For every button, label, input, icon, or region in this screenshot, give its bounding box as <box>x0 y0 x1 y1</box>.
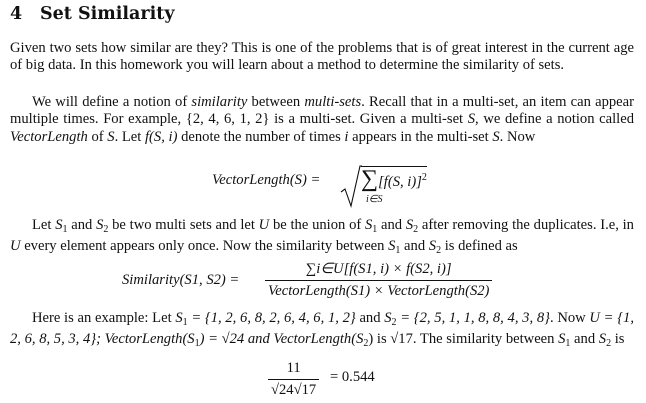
similarity-denominator: VectorLength(S1) × VectorLength(S2) <box>268 283 490 299</box>
sqrt-sign-icon <box>340 164 362 208</box>
term-similarity: similarity <box>191 94 248 110</box>
sum-index: i∈S <box>366 194 383 205</box>
intro-paragraph: Given two sets how similar are they? This is one of the problems that is of great interest in the current age of big data. In this homework you will learn about a method to determine the similarity of sets. <box>10 40 634 74</box>
result-numerator: 11 <box>286 360 301 376</box>
similarity-lhs: Similarity(S1, S2) = <box>122 272 240 288</box>
term-vectorlength: VectorLength <box>10 128 88 145</box>
vectorlength-equation <box>212 172 320 189</box>
section-heading <box>10 4 175 24</box>
example-paragraph: Here is an example: Let $S_1 = \{1$, 2, 6, 8, 2, 6, 4, 6, 1, 2} and $S_2 = \{2$, 5, 1, 1, 8, 8, 4, 3, 8}. Now U = {1, 2, 6, 8, 5, 3, 4}; $VectorLength(S_1) = √24$ and $VectorLength(S_2)$ is √17. The similarity between $S_1$ and $S_2$ is <box>10 310 634 350</box>
vectorlength-radicand: ∑[f(S, i)]$^2$ <box>361 166 427 192</box>
term-multisets: multi-sets <box>304 94 362 110</box>
union-paragraph: Let $S_1$ and $S_2$ be two multi sets and let U be the union of $S_1$ and $S_2$ after removing the duplicates. I.e, in U every element appears only once. Now the similarity between $S_1$ and $S_2$ is defined as <box>10 217 634 257</box>
vectorlength-lhs: VectorLength(S) = <box>212 172 321 188</box>
result-denominator: √24√17 <box>271 382 317 398</box>
similarity-fraction <box>265 260 492 300</box>
section-number: 4 <box>10 4 23 24</box>
result-value: = 0.544 <box>330 369 375 385</box>
similarity-numerator: ∑i∈U[f(S1, i) × f(S2, i)] <box>305 261 452 277</box>
result-fraction <box>268 360 319 399</box>
summation-icon: ∑ <box>361 166 379 192</box>
section-title: Set Similarity <box>40 4 175 24</box>
definition-paragraph: We will define a notion of similarity between multi-sets. Recall that in a multi-set, an item can appear multiple times. For example, {2, 4, 6, 1, 2} is a multi-set. Given a multi-set S, we define a notion called VectorLength of S. Let f(S, i) denote the number of times i appears in the multi-set S. Now <box>10 94 634 145</box>
